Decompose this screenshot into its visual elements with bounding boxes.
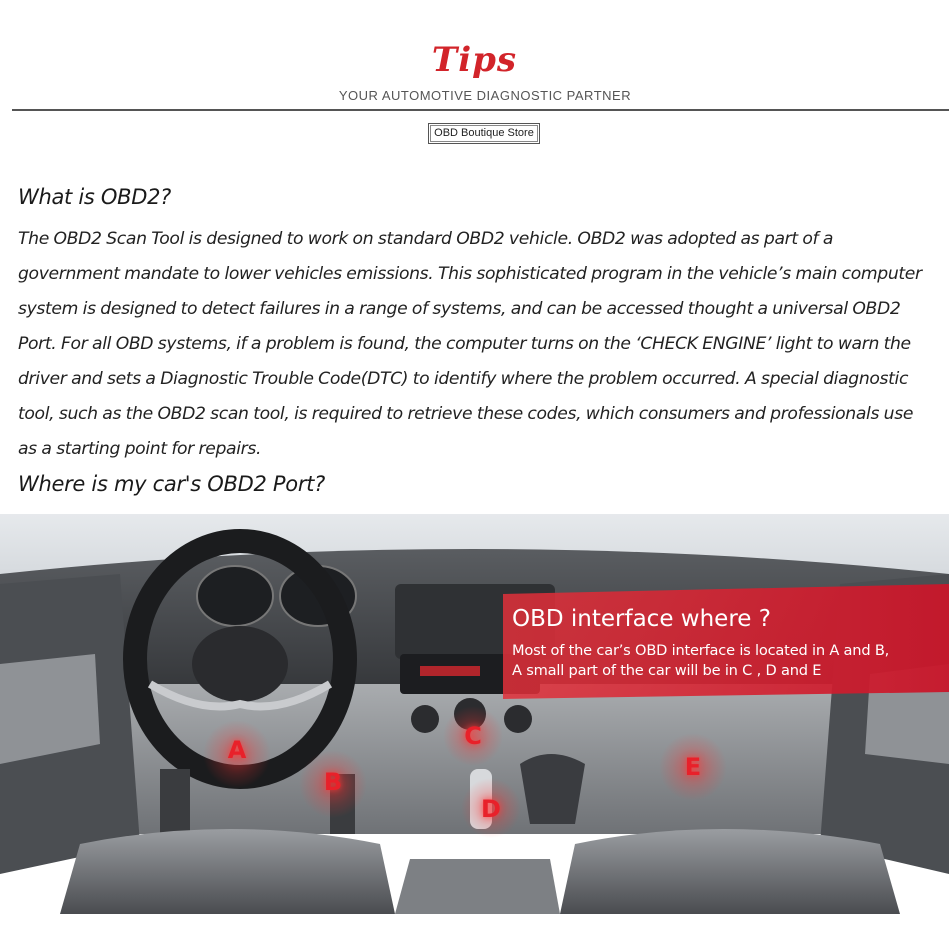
store-label: OBD Boutique Store: [428, 123, 540, 144]
section-heading-what-is-obd2: What is OBD2?: [18, 185, 172, 209]
header-banner: [0, 0, 949, 160]
overlay-title: OBD interface where ?: [512, 606, 771, 632]
marker-a: A: [227, 736, 247, 764]
section-heading-port-location: Where is my car's OBD2 Port?: [18, 472, 325, 496]
car-interior-illustration: [0, 514, 949, 914]
marker-b: B: [323, 768, 343, 796]
marker-c: C: [464, 722, 482, 750]
tips-title: Tips: [431, 40, 518, 80]
marker-d: D: [481, 795, 501, 823]
header-divider: [12, 109, 949, 111]
overlay-line-2: A small part of the car will be in C , D and E: [512, 662, 822, 679]
car-interior-photo: [0, 514, 949, 914]
marker-e: E: [684, 753, 702, 781]
tagline: YOUR AUTOMOTIVE DIAGNOSTIC PARTNER: [338, 88, 632, 103]
obd2-description: The OBD2 Scan Tool is designed to work on standard OBD2 vehicle. OBD2 was adopted as part of a government mandate to lower vehicles emissions. This sophisticated program in the vehicle’s main computer system is designed to detect failures in a range of systems, and can be accessed thought a universal OBD2 Port. For all OBD systems, if a problem is found, the computer turns on the ‘CHECK ENGINE’ light to warn the driver and sets a Diagnostic Trouble Code(DTC) to identify where the problem occurred. A special diagnostic tool, such as the OBD2 scan tool, is required to retrieve these codes, which consumers and professionals use as a starting point for repairs.: [18, 229, 922, 459]
overlay-line-1: Most of the car’s OBD interface is located in A and B,: [512, 642, 890, 659]
